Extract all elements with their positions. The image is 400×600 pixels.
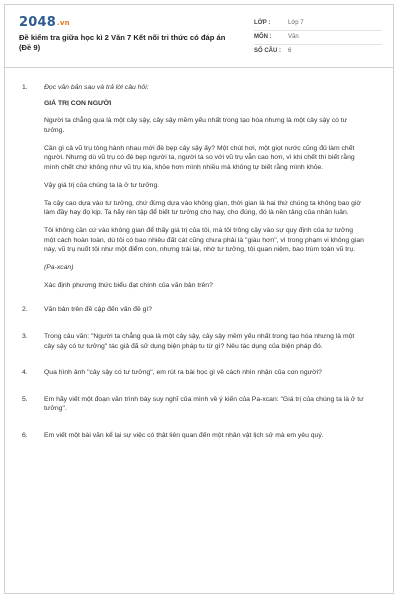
- meta-label: LỚP :: [254, 20, 271, 27]
- question-text: Văn bản trên đề cập đến vấn đề gì?: [44, 305, 153, 313]
- passage-paragraph: Vậy giá trị của chúng ta là ở tư tưởng.: [44, 181, 160, 189]
- question-prompt: Đọc văn bản sau và trả lời câu hỏi:: [44, 84, 149, 91]
- passage-title: GIÁ TRỊ CON NGƯỜI: [44, 99, 112, 107]
- meta-label: SỐ CÂU :: [254, 47, 281, 54]
- passage-paragraph: Ta cậy cao dựa vào tư tưởng, chứ đừng dựa vào không gian, thời gian là hai thứ chúng ta không bao giờ làm đầy hay đọ kịp. Ta hãy rèn tập để biết tư tưởng cho hay, cho đúng, đó là nền tảng của nhân luân.: [44, 199, 361, 216]
- exam-meta-table: [254, 17, 382, 57]
- passage-author: (Pa-xcan): [44, 264, 74, 271]
- meta-value: Lớp 7: [288, 20, 304, 27]
- meta-value: 6: [288, 47, 292, 54]
- exam-content: [5, 83, 393, 446]
- passage-paragraph: Tôi không cần cứ vào không gian để thấy giá trị của tôi, mà tôi trông cậy vào sự quy định của tư tưởng một cách hoàn toàn, dù tôi có bao nhiêu đất cát cũng chưa phải là "giàu hơn", vì trong phạm vi không gian này, vũ trụ nuốt tôi như một điểm con, nhưng trái lại, nhờ tư tưởng, tôi quan niệm, bao trùm toàn vũ trụ.: [44, 227, 364, 253]
- question-number: 1.: [22, 84, 28, 91]
- question-number: 4.: [22, 369, 28, 376]
- exam-page: [4, 4, 394, 594]
- question-text: Qua hình ảnh "cây sậy có tư tưởng", em rút ra bài học gì về cách nhìn nhận của con người?: [44, 369, 322, 376]
- question-number: 6.: [22, 431, 28, 439]
- question-text: Em hãy viết một đoạn văn trình bày suy nghĩ của mình về ý kiến của Pa-xcan: "Giá trị của chúng ta là ở tư tưởng".: [44, 395, 364, 412]
- meta-row-count: [254, 45, 382, 58]
- question-6: [5, 431, 393, 441]
- reading-passage: [44, 99, 364, 291]
- question-2: [5, 305, 393, 315]
- question-3: [5, 332, 393, 351]
- question-4: [5, 368, 393, 378]
- passage-paragraph: Cần gì cả vũ trụ tòng hành nhau mới đè bẹp cây sậy ấy? Một chút hơi, một giọt nước cũng đủ làm chết người. Nhưng dù vũ trụ có đè bẹp người ta, người ta so với vũ trụ vẫn cao hơn, vì khi chết thì biết rằng mình chết chứ không như vũ trụ kia, khỏe hơn mình nhiều mà không tự biết rằng mình khỏe.: [44, 144, 355, 171]
- question-5: [5, 395, 393, 414]
- meta-row-subject: [254, 31, 382, 45]
- question-number: 2.: [22, 305, 28, 313]
- question-number: 3.: [22, 333, 28, 340]
- question-1: [5, 83, 393, 291]
- exam-title: Đề kiểm tra giữa học kì 2 Văn 7 Kết nối tri thức có đáp án (Đề 9): [19, 33, 226, 52]
- passage-paragraph: Người ta chẳng qua là một cây sậy, cây sậy mềm yếu nhất trong tạo hóa nhưng là một cây sậy có tư tưởng.: [44, 117, 348, 134]
- question-text: Trong câu văn: "Người ta chẳng qua là một cây sậy, cây sậy mềm yếu nhất trong tạo hóa nhưng là một cây sậy có tư tưởng" tác giả đã sử dụng biện pháp tu từ gì? Nêu tác dụng của biện pháp đó.: [44, 333, 355, 350]
- subquestion-text: Xác định phương thức biểu đạt chính của văn bản trên?: [44, 282, 213, 289]
- meta-row-class: [254, 17, 382, 31]
- question-number: 5.: [22, 395, 28, 403]
- site-logo[interactable]: 2048.vn: [19, 15, 70, 30]
- meta-value: Văn: [288, 34, 299, 41]
- meta-label: MÔN :: [254, 34, 272, 41]
- question-text: Em viết một bài văn kể lại sự việc có thật liên quan đến một nhân vật lịch sử mà em yêu quý.: [44, 431, 324, 439]
- exam-header: [5, 5, 393, 68]
